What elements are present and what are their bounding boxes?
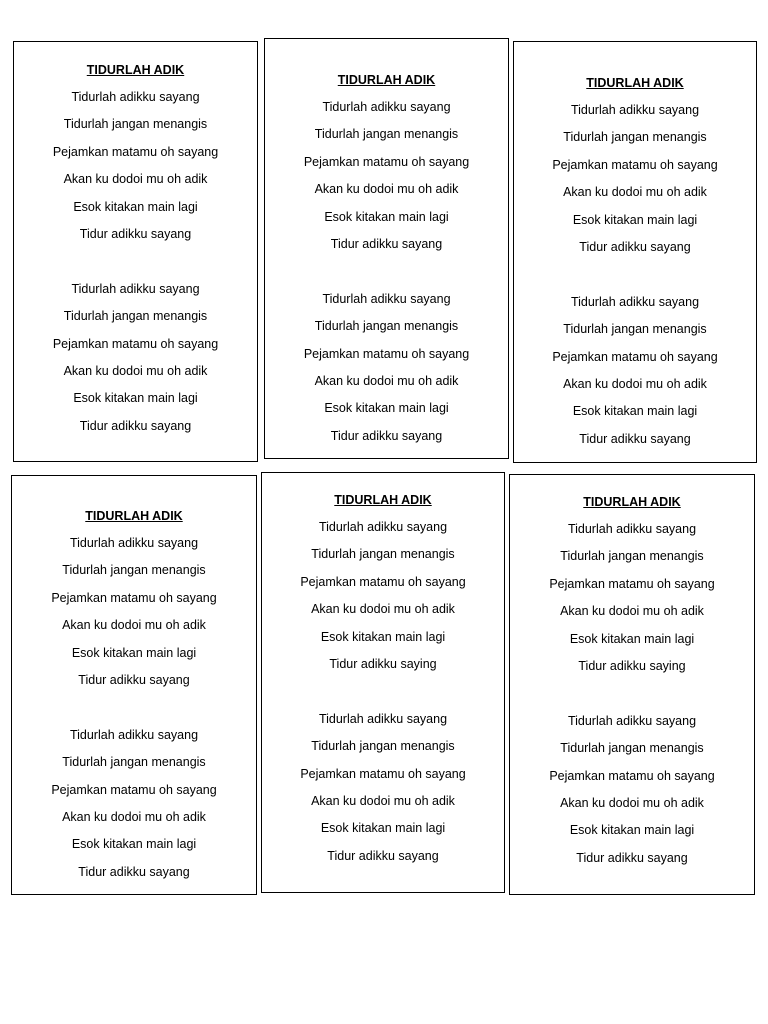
lyric-line: Tidur adikku sayang [79,418,192,433]
card-title: TIDURLAH ADIK [86,63,185,77]
lyric-line: Akan ku dodoi mu oh adik [62,809,206,824]
lyric-line: Tidur adikku sayang [78,864,190,879]
lyric-line: Tidurlah adikku sayang [71,281,200,296]
lyric-line: Tidurlah jangan menangis [314,319,459,334]
lyric-line: Tidur adikku sayang [576,850,688,865]
lyrics-card-1 [13,41,258,462]
lyric-line: Tidurlah adikku sayang [318,711,448,726]
lyric-line: Esok kitakan main lagi [71,645,197,660]
lyric-line: Pejamkan matamu oh sayang [552,157,718,172]
lyrics-card-6 [509,474,755,895]
lyric-line: Tidur adikku sayang [579,239,691,254]
stanza-gap [12,699,256,726]
lyric-line: Tidurlah adikku sayang [322,291,451,306]
lyric-line: Pejamkan matamu oh sayang [303,346,470,361]
lyric-line: Akan ku dodoi mu oh adik [563,185,707,200]
lyric-line: Tidurlah jangan menangis [63,117,208,132]
lyric-line: Pejamkan matamu oh sayang [300,574,466,589]
lyric-line: Tidur adikku sayang [79,226,192,241]
stanza-gap [514,266,756,293]
lyrics-card-5 [261,472,505,893]
lyric-line: Akan ku dodoi mu oh adik [311,602,455,617]
stanza-gap [262,683,504,710]
lyric-line: Tidur adikku sayang [78,672,190,687]
card-title: TIDURLAH ADIK [583,495,681,509]
lyric-line: Tidur adikku sayang [330,428,443,443]
lyric-line: Esok kitakan main lagi [572,404,698,419]
lyric-line: Tidurlah adikku sayang [69,727,199,742]
stanza-gap [14,253,257,280]
lyric-line: Tidur adikku sayang [327,848,439,863]
lyric-line: Esok kitakan main lagi [569,823,695,838]
lyric-line: Tidurlah adikku sayang [567,522,697,536]
lyric-line: Tidurlah adikku sayang [570,294,700,309]
lyric-line: Tidur adikku sayang [330,236,443,251]
lyric-line: Esok kitakan main lagi [73,391,198,406]
lyric-line: Tidurlah jangan menangis [563,130,707,145]
lyric-line: Pejamkan matamu oh sayang [300,766,466,781]
lyric-line: Esok kitakan main lagi [320,629,446,644]
lyric-line: Esok kitakan main lagi [572,212,698,227]
lyric-line: Tidurlah jangan menangis [560,549,704,564]
lyric-line: Tidurlah jangan menangis [560,741,704,756]
lyrics-card-2 [264,38,509,459]
lyric-line: Akan ku dodoi mu oh adik [63,172,208,187]
lyrics-card-3 [513,41,757,463]
stanza-gap [265,263,508,290]
lyric-line: Akan ku dodoi mu oh adik [311,793,455,808]
lyric-line: Tidurlah jangan menangis [311,547,455,562]
lyric-line: Akan ku dodoi mu oh adik [314,182,459,197]
lyric-line: Pejamkan matamu oh sayang [52,144,219,159]
card-title: TIDURLAH ADIK [586,76,684,90]
lyric-line: Pejamkan matamu oh sayang [51,782,217,797]
lyric-line: Akan ku dodoi mu oh adik [563,376,707,391]
lyric-line: Tidurlah adikku sayang [570,103,700,117]
card-title: TIDURLAH ADIK [337,73,436,87]
lyric-line: Pejamkan matamu oh sayang [549,768,715,783]
lyric-line: Esok kitakan main lagi [71,837,197,852]
card-title: TIDURLAH ADIK [334,493,432,507]
lyric-line: Tidurlah adikku sayang [322,100,451,114]
lyric-line: Pejamkan matamu oh sayang [549,576,715,591]
lyric-line: Tidur adikku saying [578,658,686,673]
lyric-line: Akan ku dodoi mu oh adik [560,604,704,619]
lyrics-card-4 [11,475,257,895]
lyric-line: Pejamkan matamu oh sayang [552,349,718,364]
lyric-line: Tidurlah adikku sayang [567,713,697,728]
stanza-gap [510,685,754,712]
lyric-line: Pejamkan matamu oh sayang [51,590,217,605]
lyric-line: Esok kitakan main lagi [324,209,449,224]
lyric-line: Tidurlah jangan menangis [311,739,455,754]
lyric-line: Tidurlah adikku sayang [318,520,448,534]
lyric-line: Esok kitakan main lagi [569,631,695,646]
lyric-line: Pejamkan matamu oh sayang [52,336,219,351]
lyric-line: Esok kitakan main lagi [320,821,446,836]
lyric-line: Tidur adikku saying [329,656,437,671]
lyric-line: Tidurlah jangan menangis [62,563,206,578]
lyric-line: Tidurlah jangan menangis [63,309,208,324]
lyric-line: Akan ku dodoi mu oh adik [63,363,208,378]
lyric-line: Tidurlah adikku sayang [69,536,199,550]
lyric-line: Tidurlah jangan menangis [62,755,206,770]
lyric-line: Esok kitakan main lagi [73,199,198,214]
lyric-line: Tidur adikku sayang [579,431,691,446]
lyric-line: Tidurlah jangan menangis [563,322,707,337]
card-title: TIDURLAH ADIK [85,509,183,523]
lyric-line: Akan ku dodoi mu oh adik [560,795,704,810]
lyric-line: Tidurlah jangan menangis [314,127,459,142]
lyric-line: Tidurlah adikku sayang [71,90,200,104]
lyric-line: Akan ku dodoi mu oh adik [314,373,459,388]
lyric-line: Esok kitakan main lagi [324,401,449,416]
lyric-line: Akan ku dodoi mu oh adik [62,618,206,633]
lyric-line: Pejamkan matamu oh sayang [303,154,470,169]
